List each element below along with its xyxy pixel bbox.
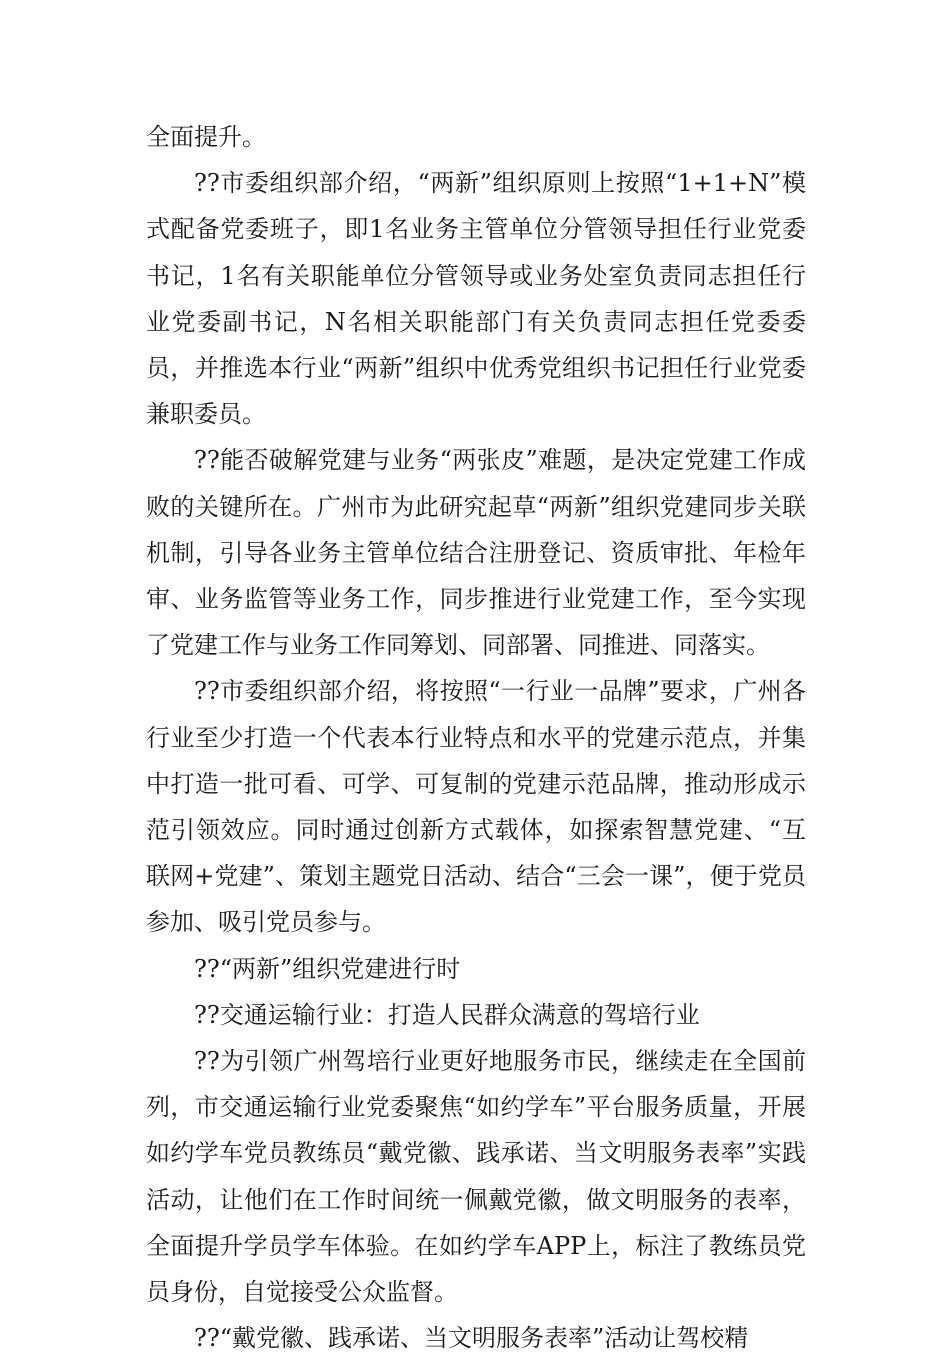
paragraph: ??市委组织部介绍，“两新”组织原则上按照“1+1+N”模式配备党委班子，即1名业务主管单位分管领导担任行业党委书记，1名有关职能单位分管领导或业务处室负责同志担任行业党委副书记，N名相关职能部门有关负责同志担任党委委员，并推选本行业“两新”组织中优秀党组织书记担任行业党委兼职委员。 bbox=[146, 169, 806, 429]
paragraph: ??为引领广州驾培行业更好地服务市民，继续走在全国前列，市交通运输行业党委聚焦“如约学车”平台服务质量，开展如约学车党员教练员“戴党徽、践承诺、当文明服务表率”实践活动，让他们在工作时间统一佩戴党徽，做文明服务的表率，全面提升学员学车体验。在如约学车APP上，标注了教练员党员身份，自觉接受公众监督。 bbox=[146, 1047, 806, 1307]
paragraph: 全面提升。 bbox=[146, 123, 266, 151]
paragraph: ??“戴党徽、践承诺、当文明服务表率”活动让驾校精 bbox=[194, 1324, 749, 1353]
section-heading: ??“两新”组织党建进行时 bbox=[194, 954, 461, 983]
document-body bbox=[146, 114, 806, 1361]
paragraph: ??能否破解党建与业务“两张皮”难题，是决定党建工作成败的关键所在。广州市为此研究起草“两新”组织党建同步关联机制，引导各业务主管单位结合注册登记、资质审批、年检年审、业务监管等业务工作，同步推进行业党建工作，至今实现了党建工作与业务工作同筹划、同部署、同推进、同落实。 bbox=[146, 446, 806, 660]
section-subheading: ??交通运输行业：打造人民群众满意的驾培行业 bbox=[194, 1000, 700, 1029]
paragraph: ??市委组织部介绍，将按照“一行业一品牌”要求，广州各行业至少打造一个代表本行业特点和水平的党建示范点，并集中打造一批可看、可学、可复制的党建示范品牌，推动形成示范引领效应。同时通过创新方式载体，如探索智慧党建、“互联网+党建”、策划主题党日活动、结合“三会一课”，便于党员参加、吸引党员参与。 bbox=[146, 677, 806, 937]
